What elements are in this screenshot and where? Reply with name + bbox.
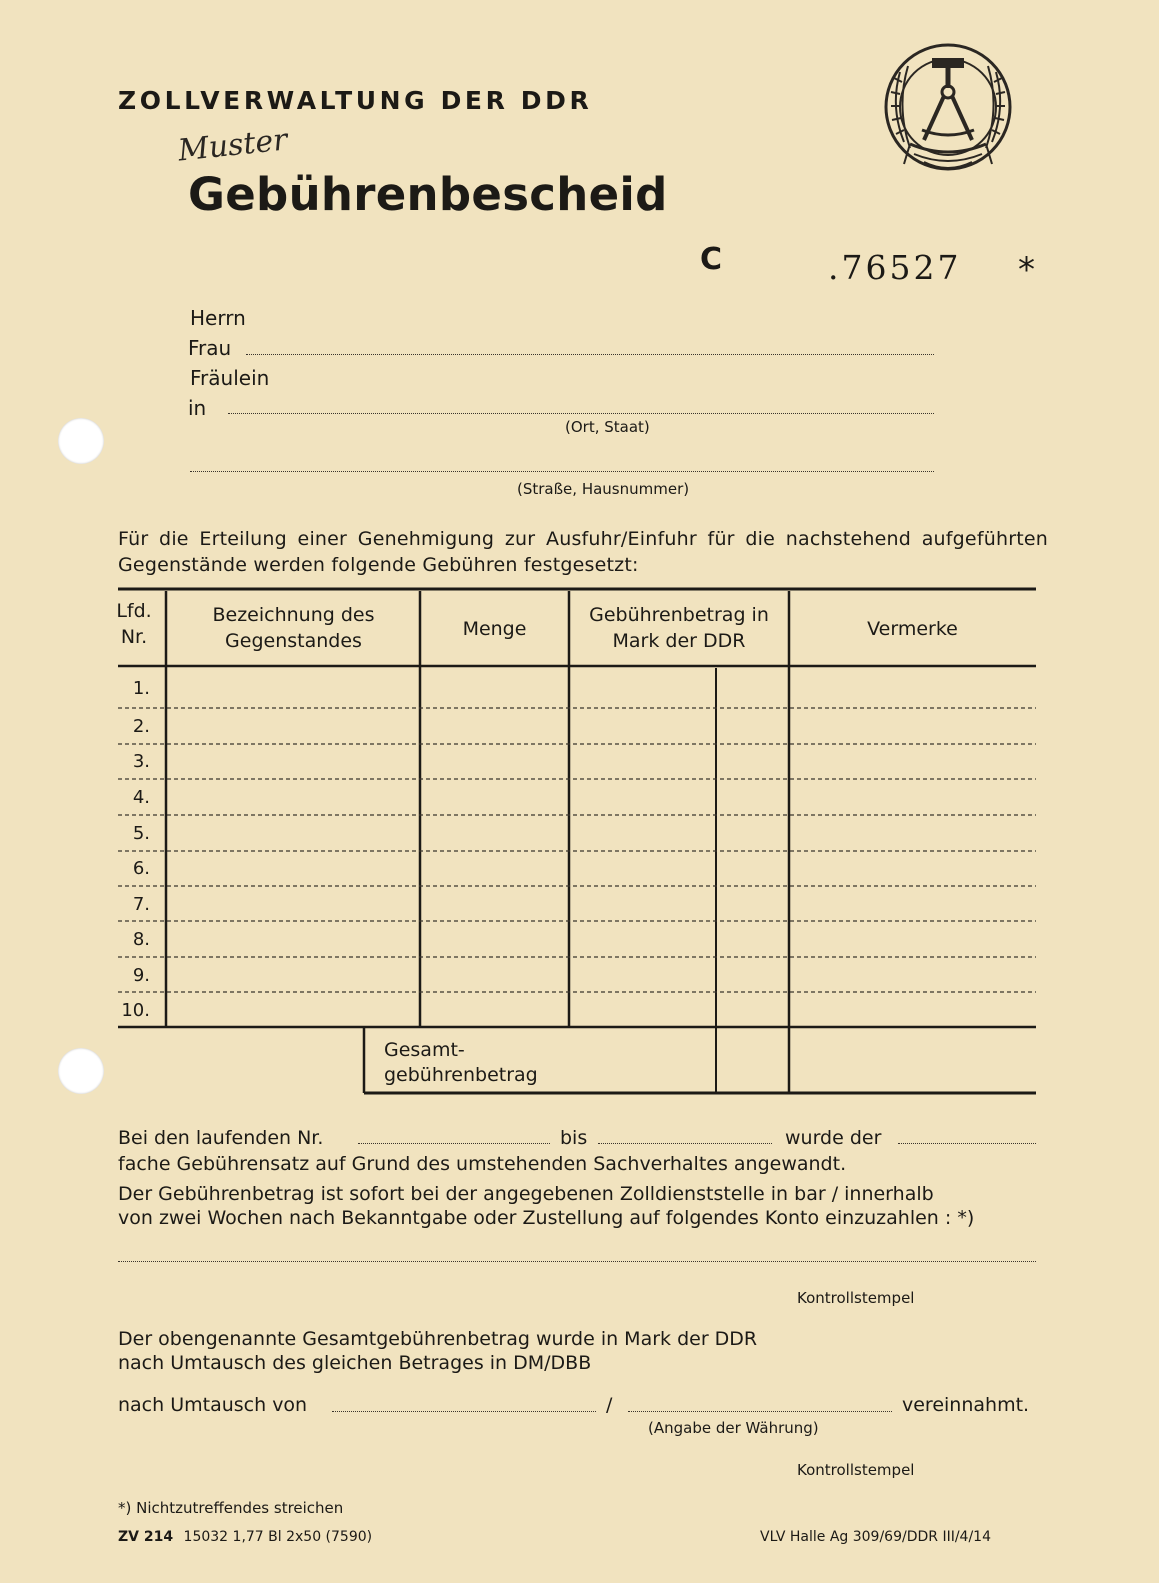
- serial-number: .76527: [828, 248, 962, 287]
- rate-prefix: Bei den laufenden Nr.: [118, 1127, 324, 1149]
- col-header-vermerke: Vermerke: [867, 618, 958, 640]
- series-letter: C: [700, 242, 723, 277]
- row-number: 10.: [121, 1000, 150, 1021]
- form-code: ZV 214: [118, 1529, 174, 1545]
- intro-paragraph: Für die Erteilung einer Genehmigung zur Ausfuhr/Einfuhr für die nachstehend aufgeführten Gegenstände werden folgende Gebühren festgesetzt:: [118, 528, 1048, 576]
- row-number: 3.: [132, 751, 150, 772]
- street-caption: (Straße, Hausnummer): [517, 480, 690, 498]
- col-header-bezeichnung: Bezeichnung des Gegenstandes: [212, 604, 375, 652]
- account-field-line[interactable]: [118, 1261, 1036, 1262]
- in-label: in: [188, 396, 207, 420]
- rate-line-2: fache Gebührensatz auf Grund des umstehenden Sachverhaltes angewandt.: [118, 1153, 847, 1175]
- exchange-line-2: nach Umtausch des gleichen Betrages in DM/DBB: [118, 1352, 592, 1374]
- authority-heading: ZOLLVERWALTUNG DER DDR: [118, 86, 593, 115]
- salutation-herrn: Herrn: [190, 306, 246, 330]
- multiplier-field[interactable]: [898, 1143, 1036, 1144]
- place-caption: (Ort, Staat): [565, 418, 650, 436]
- total-fee-label: Gesamt-gebührenbetrag: [384, 1039, 538, 1086]
- exchange-amount-field[interactable]: [332, 1411, 596, 1412]
- row-number: 4.: [132, 787, 150, 808]
- row-number: 1.: [132, 678, 150, 699]
- rate-bis: bis: [560, 1127, 588, 1149]
- from-number-field[interactable]: [358, 1143, 550, 1144]
- exchange-line-3-suffix: vereinnahmt.: [902, 1394, 1030, 1416]
- document-title: Gebührenbescheid: [188, 168, 668, 221]
- salutation-frau: Frau: [188, 336, 232, 360]
- control-stamp-label-2: Kontrollstempel: [797, 1461, 915, 1479]
- printer-info: VLV Halle Ag 309/69/DDR III/4/14: [760, 1529, 991, 1545]
- payment-line-1: Der Gebührenbetrag ist sofort bei der angegebenen Zolldienststelle in bar / innerhalb: [118, 1183, 934, 1205]
- col-header-menge: Menge: [462, 618, 527, 640]
- rate-wurde-der: wurde der: [785, 1127, 882, 1149]
- row-number: 2.: [132, 716, 150, 737]
- footer-form-info: [118, 1529, 372, 1545]
- handwritten-note: Muster: [176, 122, 290, 169]
- row-number: 5.: [132, 823, 150, 844]
- footnote: *) Nichtzutreffendes streichen: [118, 1499, 344, 1517]
- currency-field[interactable]: [628, 1411, 892, 1412]
- row-number: 9.: [132, 965, 150, 986]
- row-number: 6.: [132, 858, 150, 879]
- payment-line-2: von zwei Wochen nach Bekanntgabe oder Zustellung auf folgendes Konto einzuzahlen : *): [118, 1207, 975, 1229]
- asterisk-mark: *: [1018, 250, 1035, 290]
- col-header-lfd-nr: Lfd. Nr.: [116, 600, 152, 648]
- control-stamp-label-1: Kontrollstempel: [797, 1289, 915, 1307]
- exchange-slash: /: [606, 1394, 613, 1416]
- print-info: 15032 1,77 Bl 2x50 (7590): [183, 1529, 373, 1545]
- exchange-line-1: Der obengenannte Gesamtgebührenbetrag wurde in Mark der DDR: [118, 1328, 758, 1350]
- to-number-field[interactable]: [598, 1143, 772, 1144]
- row-number: 7.: [132, 894, 150, 915]
- salutation-fraeulein: Fräulein: [190, 366, 270, 390]
- row-number: 8.: [132, 929, 150, 950]
- exchange-line-3-prefix: nach Umtausch von: [118, 1394, 308, 1416]
- col-header-betrag: Gebührenbetrag in Mark der DDR: [589, 604, 769, 652]
- currency-caption: (Angabe der Währung): [648, 1419, 819, 1437]
